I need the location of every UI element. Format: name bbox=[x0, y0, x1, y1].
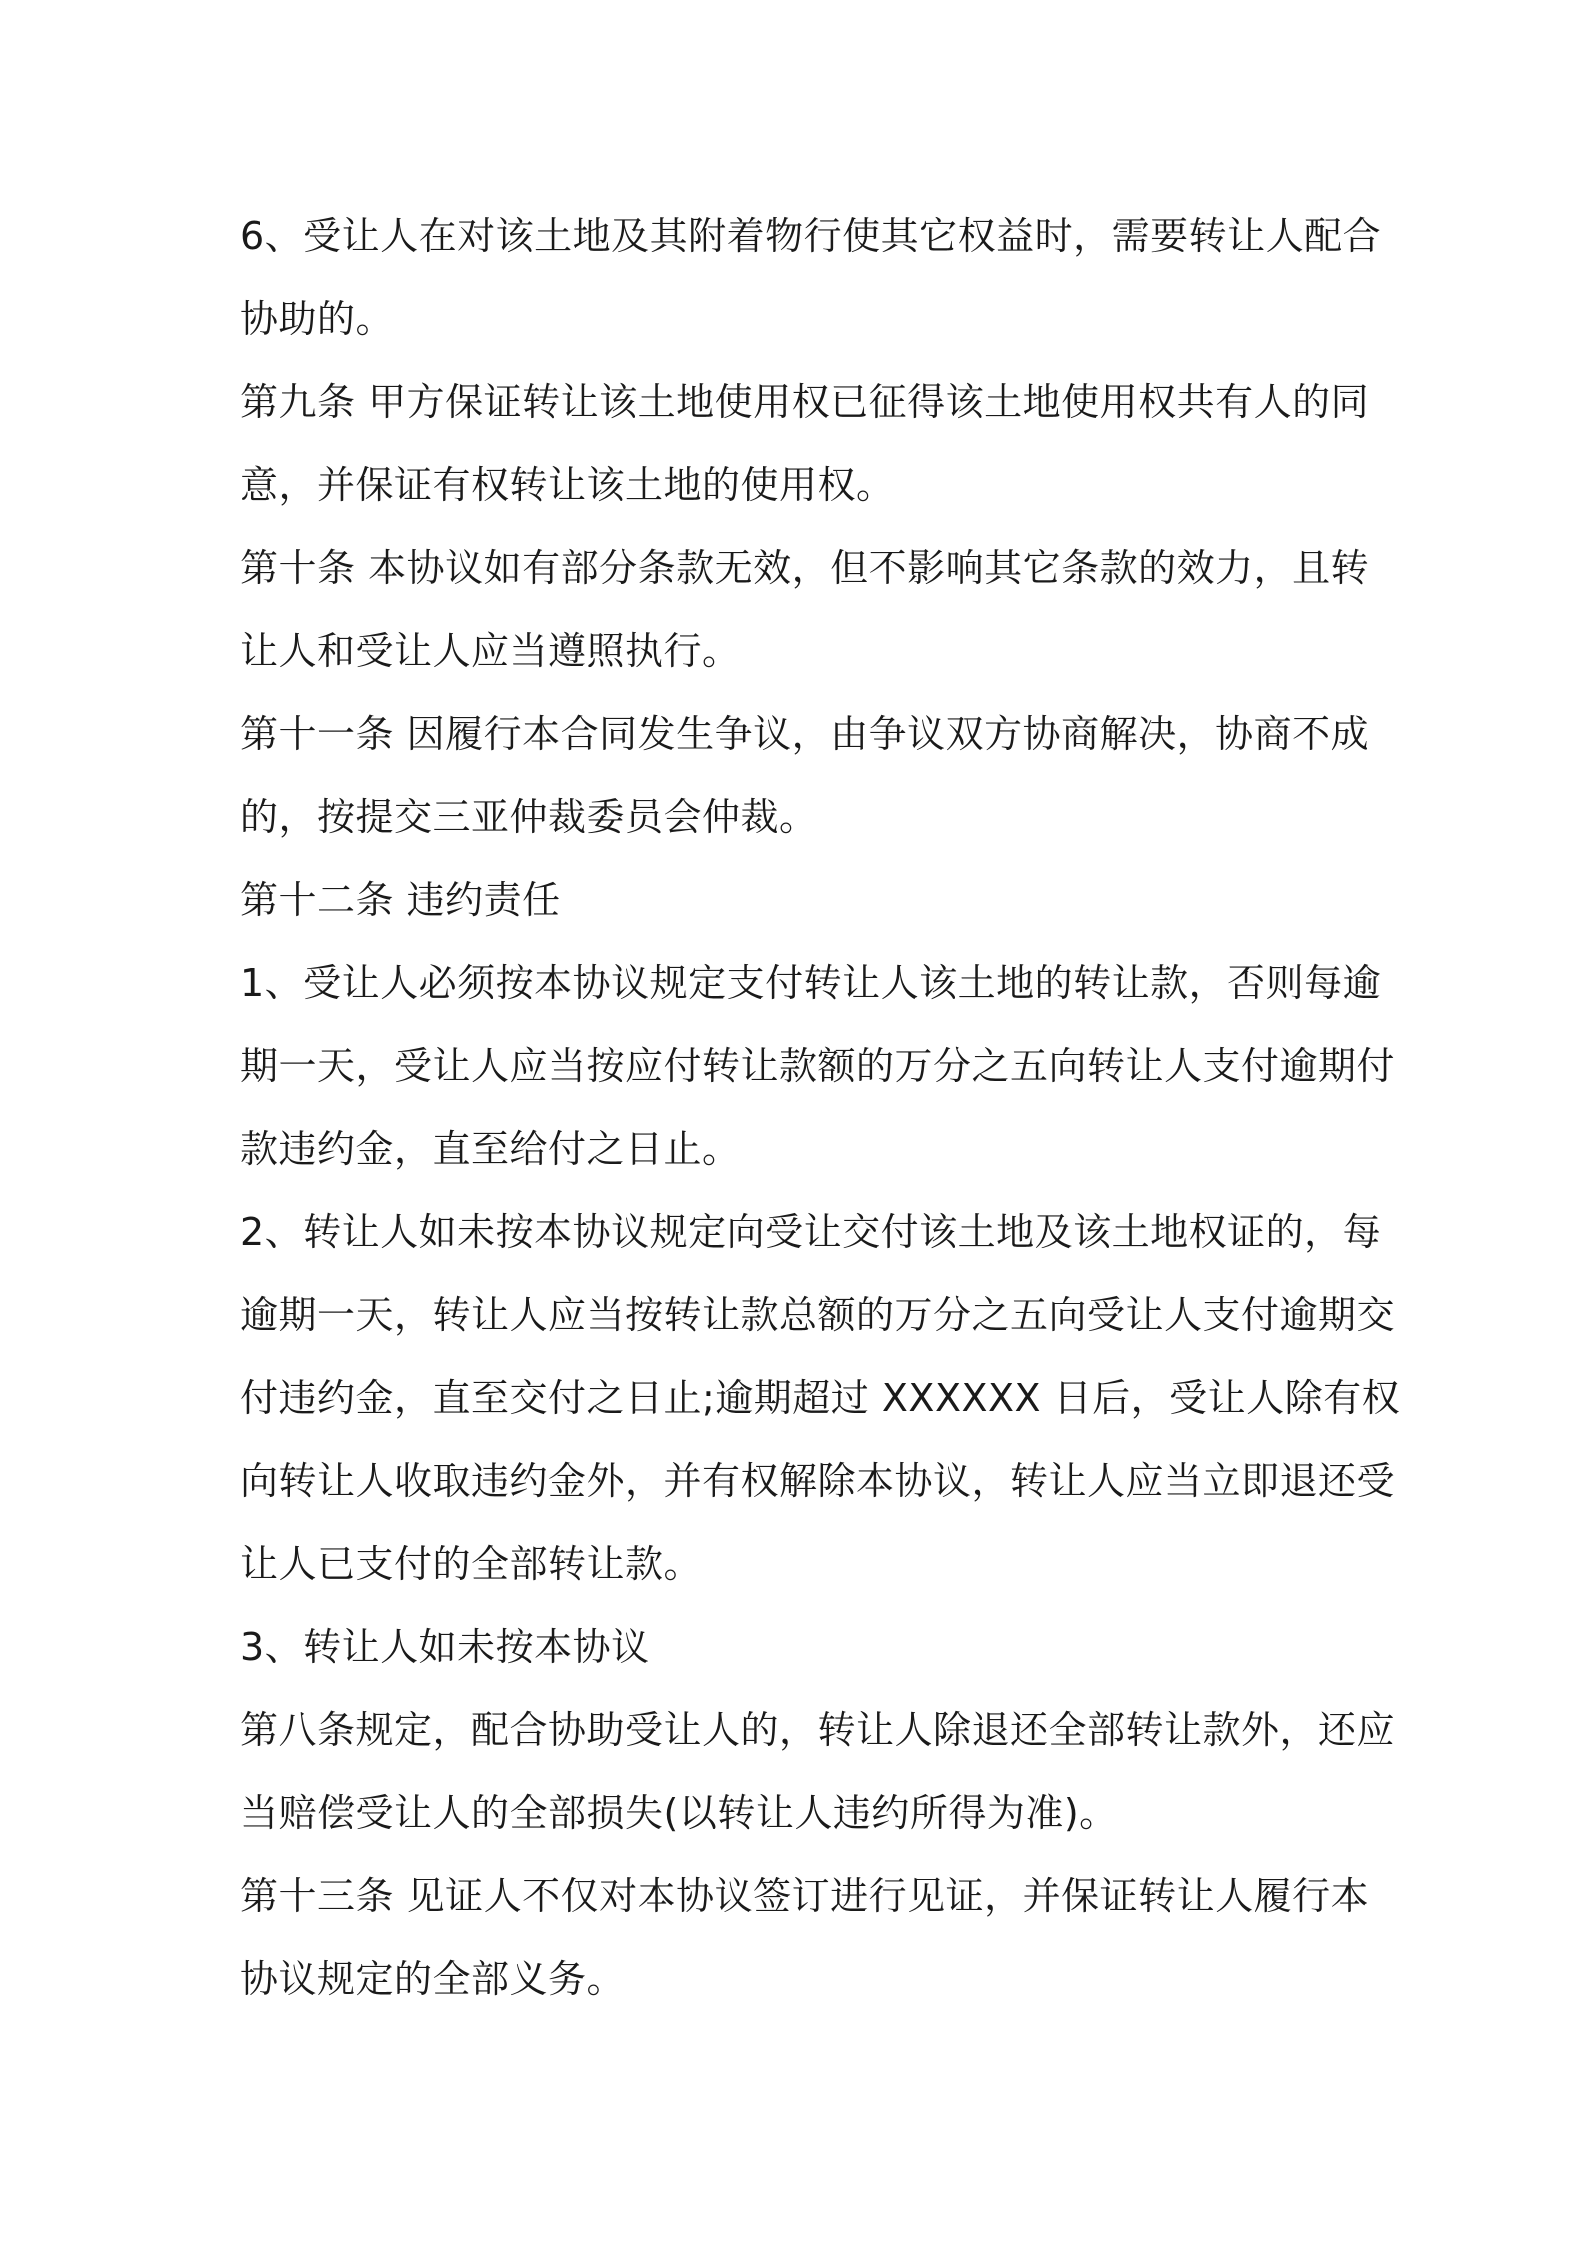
text-line: 让人已支付的全部转让款。 bbox=[240, 1542, 703, 1586]
text-line: 第九条 甲方保证转让该土地使用权已征得该土地使用权共有人的同 bbox=[240, 380, 1370, 424]
text-line: 2、转让人如未按本协议规定向受让交付该土地及该土地权证的，每 bbox=[240, 1210, 1382, 1254]
text-line: 协助的。 bbox=[240, 297, 395, 341]
text-line: 1、受让人必须按本协议规定支付转让人该土地的转让款，否则每逾 bbox=[240, 961, 1382, 1005]
text-line: 期一天，受让人应当按应付转让款额的万分之五向转让人支付逾期付 bbox=[240, 1044, 1396, 1088]
document-body bbox=[240, 195, 1401, 2021]
text-line: 意，并保证有权转让该土地的使用权。 bbox=[240, 463, 895, 507]
text-line: 的，按提交三亚仲裁委员会仲裁。 bbox=[240, 795, 818, 839]
text-line: 付违约金，直至交付之日止;逾期超过 XXXXXX 日后，受让人除有权 bbox=[240, 1376, 1401, 1420]
text-line: 6、受让人在对该土地及其附着物行使其它权益时，需要转让人配合 bbox=[240, 214, 1382, 258]
text-line: 款违约金，直至给付之日止。 bbox=[240, 1127, 741, 1171]
text-line: 向转让人收取违约金外，并有权解除本协议，转让人应当立即退还受 bbox=[240, 1459, 1396, 1503]
text-line: 协议规定的全部义务。 bbox=[240, 1957, 626, 2001]
text-line: 3、转让人如未按本协议 bbox=[240, 1625, 650, 1669]
text-line: 第八条规定，配合协助受让人的，转让人除退还全部转让款外，还应 bbox=[240, 1708, 1396, 1752]
text-line: 逾期一天，转让人应当按转让款总额的万分之五向受让人支付逾期交 bbox=[240, 1293, 1396, 1337]
text-line: 第十二条 违约责任 bbox=[240, 878, 561, 922]
text-line: 当赔偿受让人的全部损失(以转让人违约所得为准)。 bbox=[240, 1791, 1118, 1835]
text-line: 第十条 本协议如有部分条款无效，但不影响其它条款的效力，且转 bbox=[240, 546, 1370, 590]
text-line: 第十一条 因履行本合同发生争议，由争议双方协商解决，协商不成 bbox=[240, 712, 1370, 756]
text-line: 让人和受让人应当遵照执行。 bbox=[240, 629, 741, 673]
text-line: 第十三条 见证人不仅对本协议签订进行见证，并保证转让人履行本 bbox=[240, 1874, 1370, 1918]
